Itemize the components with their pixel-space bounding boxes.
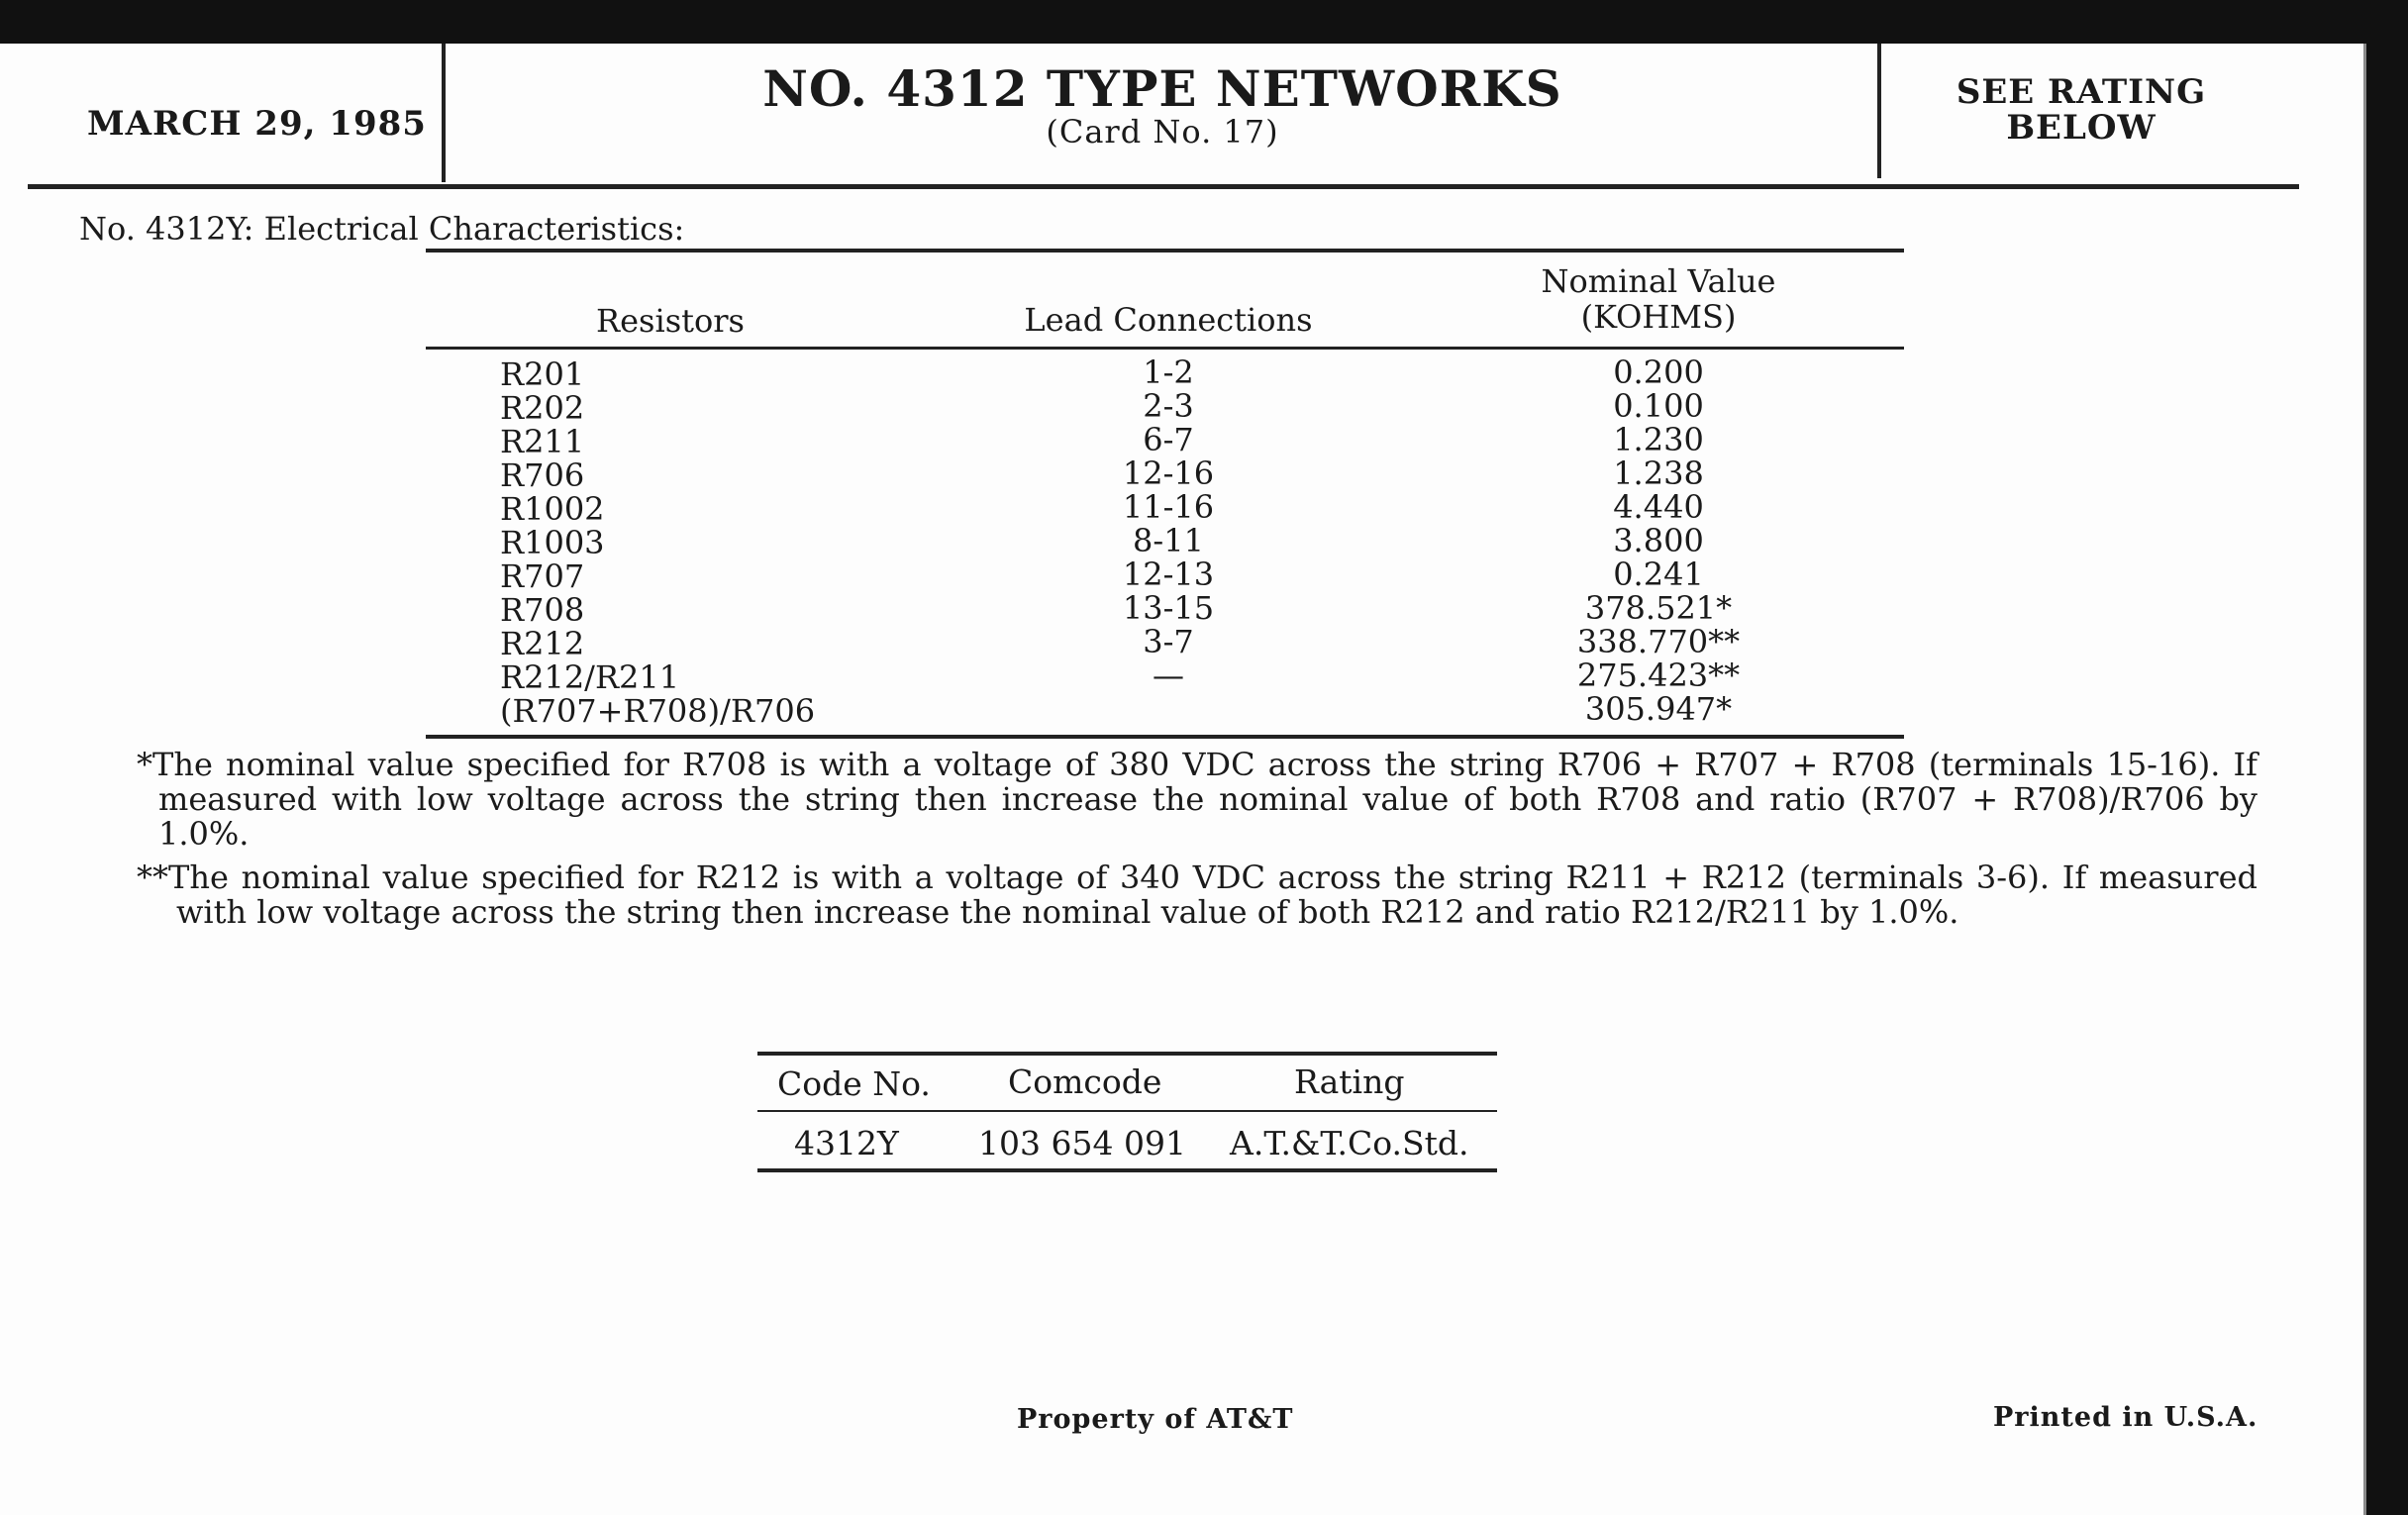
comcode-value: 103 654 091 bbox=[978, 1124, 1186, 1162]
table-cell-lead: 13-15 bbox=[1122, 589, 1215, 627]
table-cell-resistor: R201 bbox=[500, 355, 585, 393]
card-date: MARCH 29, 1985 bbox=[87, 104, 427, 144]
code-table-header-rule bbox=[757, 1110, 1497, 1112]
table-bottom-rule bbox=[426, 735, 1904, 739]
table-cell-lead: 11-16 bbox=[1122, 488, 1215, 526]
table-cell-value: 305.947* bbox=[1584, 690, 1733, 728]
table-cell-lead: 3-7 bbox=[1143, 623, 1194, 660]
table-cell-lead: 6-7 bbox=[1143, 421, 1194, 458]
table-cell-resistor: R212/R211 bbox=[500, 658, 680, 696]
table-cell-resistor: R706 bbox=[500, 456, 585, 494]
card-number: (Card No. 17) bbox=[1046, 113, 1279, 151]
table-cell-lead: — bbox=[1153, 656, 1184, 694]
table-cell-value: 338.770** bbox=[1576, 623, 1741, 660]
header-divider-right bbox=[1877, 44, 1881, 178]
rating-note-line2: BELOW bbox=[2006, 108, 2157, 148]
rating-note bbox=[1883, 74, 2279, 146]
table-top-rule bbox=[426, 249, 1904, 252]
table-cell-value: 1.230 bbox=[1613, 421, 1704, 458]
property-notice: Property of AT&T bbox=[1017, 1404, 1294, 1435]
table-cell-lead: 1-2 bbox=[1143, 354, 1194, 391]
column-header-lead: Lead Connections bbox=[1024, 301, 1313, 339]
table-cell-lead: 12-16 bbox=[1122, 454, 1215, 492]
table-cell-resistor: R707 bbox=[500, 557, 585, 595]
table-cell-value: 0.241 bbox=[1613, 556, 1704, 593]
code-value: 4312Y bbox=[794, 1124, 899, 1162]
scan-border-right bbox=[2366, 0, 2408, 1515]
column-header-unit: (KOHMS) bbox=[1580, 298, 1737, 336]
table-cell-resistor: (R707+R708)/R706 bbox=[500, 692, 816, 730]
table-cell-value: 4.440 bbox=[1613, 488, 1704, 526]
code-table-top-rule bbox=[757, 1052, 1497, 1056]
table-cell-lead: 2-3 bbox=[1143, 387, 1194, 425]
scan-border-top bbox=[0, 0, 2408, 44]
printed-notice: Printed in U.S.A. bbox=[1993, 1402, 2258, 1433]
column-header-resistors: Resistors bbox=[596, 302, 745, 340]
header-rule bbox=[28, 184, 2299, 189]
footnote-single-asterisk: *The nominal value specified for R708 is with a voltage of 380 VDC across the string R706 + R707 + R708 (terminals 15-16). If measured with low voltage across the string then increase the nominal value of both R708 and ratio (R707 + R708)/R706 by 1.0%. bbox=[137, 746, 2258, 853]
table-cell-resistor: R708 bbox=[500, 591, 585, 629]
table-cell-value: 275.423** bbox=[1576, 656, 1741, 694]
table-cell-value: 378.521* bbox=[1584, 589, 1733, 627]
footnote-double-asterisk: **The nominal value specified for R212 is with a voltage of 340 VDC across the string R211 + R212 (terminals 3-6). If measured with low voltage across the string then increase the nominal value of both R212 and ratio R212/R211 by 1.0%. bbox=[137, 858, 2258, 931]
table-cell-value: 1.238 bbox=[1613, 454, 1704, 492]
table-cell-resistor: R1002 bbox=[500, 490, 605, 528]
card-edge bbox=[2363, 44, 2366, 1515]
table-cell-resistor: R202 bbox=[500, 389, 585, 427]
code-table-bottom-rule bbox=[757, 1168, 1497, 1172]
table-cell-value: 0.200 bbox=[1613, 354, 1704, 391]
section-label: No. 4312Y: Electrical Characteristics: bbox=[79, 210, 685, 248]
code-header-rating: Rating bbox=[1294, 1062, 1405, 1101]
table-header-rule bbox=[426, 347, 1904, 350]
table-cell-lead: 8-11 bbox=[1133, 522, 1204, 559]
table-cell-resistor: R212 bbox=[500, 625, 585, 662]
table-cell-value: 3.800 bbox=[1613, 522, 1704, 559]
code-header-code: Code No. bbox=[777, 1064, 931, 1103]
rating-value: A.T.&T.Co.Std. bbox=[1230, 1124, 1469, 1162]
table-cell-value: 0.100 bbox=[1613, 387, 1704, 425]
code-header-comcode: Comcode bbox=[1008, 1062, 1162, 1101]
card-title: NO. 4312 TYPE NETWORKS bbox=[762, 59, 1562, 118]
table-cell-resistor: R1003 bbox=[500, 524, 605, 561]
table-cell-lead: 12-13 bbox=[1122, 556, 1215, 593]
column-header-nominal: Nominal Value bbox=[1541, 262, 1776, 300]
table-cell-resistor: R211 bbox=[500, 423, 585, 460]
rating-note-line1: SEE RATING bbox=[1956, 72, 2207, 112]
